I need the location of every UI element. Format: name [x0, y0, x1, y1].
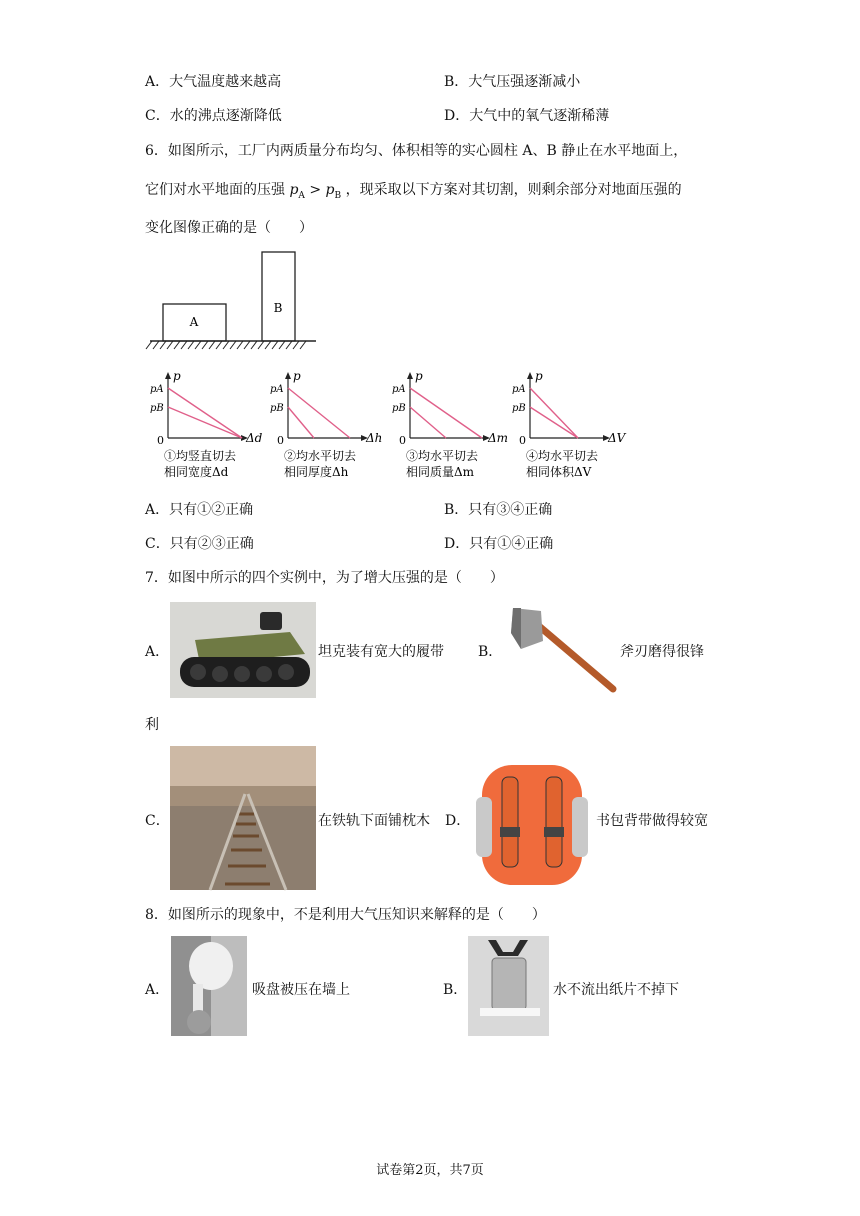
- pa-label: pA: [270, 384, 284, 395]
- hatch-line: [209, 341, 215, 349]
- q6-stem-line1: 6．如图所示，工厂内两质量分布均匀、体积相等的实心圆柱 A、B 静止在水平地面上，: [145, 143, 688, 159]
- origin-label: 0: [157, 434, 164, 447]
- q8-label-b: B．: [443, 982, 468, 998]
- caption-line2: 相同宽度Δd: [164, 465, 229, 479]
- backpack-photo: [472, 757, 592, 889]
- line-a: [410, 388, 482, 438]
- caption-line2: 相同体积ΔV: [526, 465, 592, 479]
- hatch-line: [202, 341, 208, 349]
- pressure-graph-1: [150, 369, 263, 482]
- tank-photo: [170, 602, 316, 698]
- x-axis-label: Δd: [246, 431, 263, 445]
- hatch-line: [216, 341, 222, 349]
- hatch-line: [230, 341, 236, 349]
- origin-label: 0: [277, 434, 284, 447]
- hatch-line: [265, 341, 271, 349]
- caption-line1: ①均竖直切去: [164, 449, 237, 463]
- q7-label-b: B．: [478, 644, 503, 660]
- q7-text-d: 书包背带做得较宽: [596, 813, 708, 829]
- hatch-line: [188, 341, 194, 349]
- y-axis-label: p: [415, 369, 423, 383]
- page-footer: 试卷第2页，共7页: [376, 1163, 484, 1178]
- y-axis-label: p: [293, 369, 301, 383]
- origin-label: 0: [399, 434, 406, 447]
- q5-option-c: C．水的沸点逐渐降低: [145, 108, 282, 124]
- q7-label-a: A．: [145, 644, 170, 660]
- q6-stem-line3: 变化图像正确的是（ ）: [145, 220, 313, 236]
- q5-option-d: D．大气中的氧气逐渐稀薄: [444, 108, 610, 124]
- pa-label: pA: [392, 384, 406, 395]
- caption-line1: ②均水平切去: [284, 449, 357, 463]
- caption-line2: 相同质量Δm: [406, 465, 475, 479]
- hatch-line: [286, 341, 292, 349]
- hatch-line: [153, 341, 159, 349]
- caption-line1: ④均水平切去: [526, 449, 599, 463]
- q7-label-c: C．: [145, 813, 170, 829]
- origin-label: 0: [519, 434, 526, 447]
- q5-option-a: A．大气温度越来越高: [145, 74, 282, 90]
- q7-label-d: D．: [445, 813, 471, 829]
- line-b: [168, 407, 242, 438]
- y-axis-arrow: [527, 372, 533, 379]
- pb-label: pB: [150, 403, 164, 414]
- q6-option-b: B．只有③④正确: [444, 502, 553, 518]
- ground-hatching: [146, 341, 306, 349]
- pa-label: pA: [512, 384, 526, 395]
- axe-photo: [503, 603, 619, 693]
- block-b-label: B: [273, 301, 283, 315]
- y-axis-arrow: [407, 372, 413, 379]
- suction-cup-photo: [171, 936, 247, 1036]
- pressure-graph-3: [392, 369, 509, 482]
- q5-option-b: B．大气压强逐渐减小: [444, 74, 581, 90]
- blocks-diagram: [140, 245, 330, 355]
- hatch-line: [258, 341, 264, 349]
- line-b: [530, 407, 578, 438]
- y-axis-label: p: [173, 369, 181, 383]
- hatch-line: [293, 341, 299, 349]
- caption-line2: 相同厚度Δh: [284, 465, 349, 479]
- hatch-line: [160, 341, 166, 349]
- hatch-line: [272, 341, 278, 349]
- q7-text-b2: 利: [145, 717, 159, 733]
- x-axis-label: Δm: [488, 431, 509, 445]
- q8-label-a: A．: [145, 982, 170, 998]
- block-b: [262, 252, 295, 341]
- line-b: [288, 407, 314, 438]
- pb-label: pB: [270, 403, 284, 414]
- q6-option-d: D．只有①④正确: [444, 536, 554, 552]
- q7-text-a: 坦克装有宽大的履带: [318, 644, 444, 660]
- water-glass-photo: [468, 936, 549, 1036]
- q8-text-b: 水不流出纸片不掉下: [553, 982, 679, 998]
- q8-stem: 8．如图所示的现象中，不是利用大气压知识来解释的是（ ）: [145, 907, 546, 923]
- hatch-line: [167, 341, 173, 349]
- hatch-line: [181, 341, 187, 349]
- q6-option-c: C．只有②③正确: [145, 536, 254, 552]
- q8-text-a: 吸盘被压在墙上: [252, 982, 350, 998]
- q6-stem-line2: 它们对水平地面的压强 $p_A > p_B$ ，现采取以下方案对其切割，则剩余部分对地面压强的: [145, 182, 682, 201]
- y-axis-arrow: [165, 372, 171, 379]
- hatch-line: [195, 341, 201, 349]
- hatch-line: [244, 341, 250, 349]
- railway-photo: [170, 746, 316, 890]
- x-axis-label: ΔV: [608, 431, 626, 445]
- block-a-label: A: [189, 315, 199, 329]
- pb-label: pB: [392, 403, 406, 414]
- line-a: [530, 388, 578, 438]
- hatch-line: [237, 341, 243, 349]
- pressure-inequality: $p_A > p_B$: [289, 182, 342, 201]
- y-axis-arrow: [285, 372, 291, 379]
- q6-option-a: A．只有①②正确: [145, 502, 254, 518]
- x-axis-label: Δh: [366, 431, 383, 445]
- q7-stem: 7．如图中所示的四个实例中，为了增大压强的是（ ）: [145, 570, 504, 586]
- caption-line1: ③均水平切去: [406, 449, 479, 463]
- q7-text-b1: 斧刃磨得很锋: [620, 644, 704, 660]
- pressure-graph-4: [512, 369, 626, 482]
- line-a: [288, 388, 350, 438]
- hatch-line: [279, 341, 285, 349]
- hatch-line: [300, 341, 306, 349]
- hatch-line: [146, 341, 152, 349]
- pressure-graph-2: [270, 369, 383, 482]
- q7-text-c: 在铁轨下面铺枕木: [318, 813, 430, 829]
- hatch-line: [223, 341, 229, 349]
- hatch-line: [251, 341, 257, 349]
- y-axis-label: p: [535, 369, 543, 383]
- pa-label: pA: [150, 384, 164, 395]
- line-b: [410, 407, 446, 438]
- line-a: [168, 388, 242, 438]
- hatch-line: [174, 341, 180, 349]
- pb-label: pB: [512, 403, 526, 414]
